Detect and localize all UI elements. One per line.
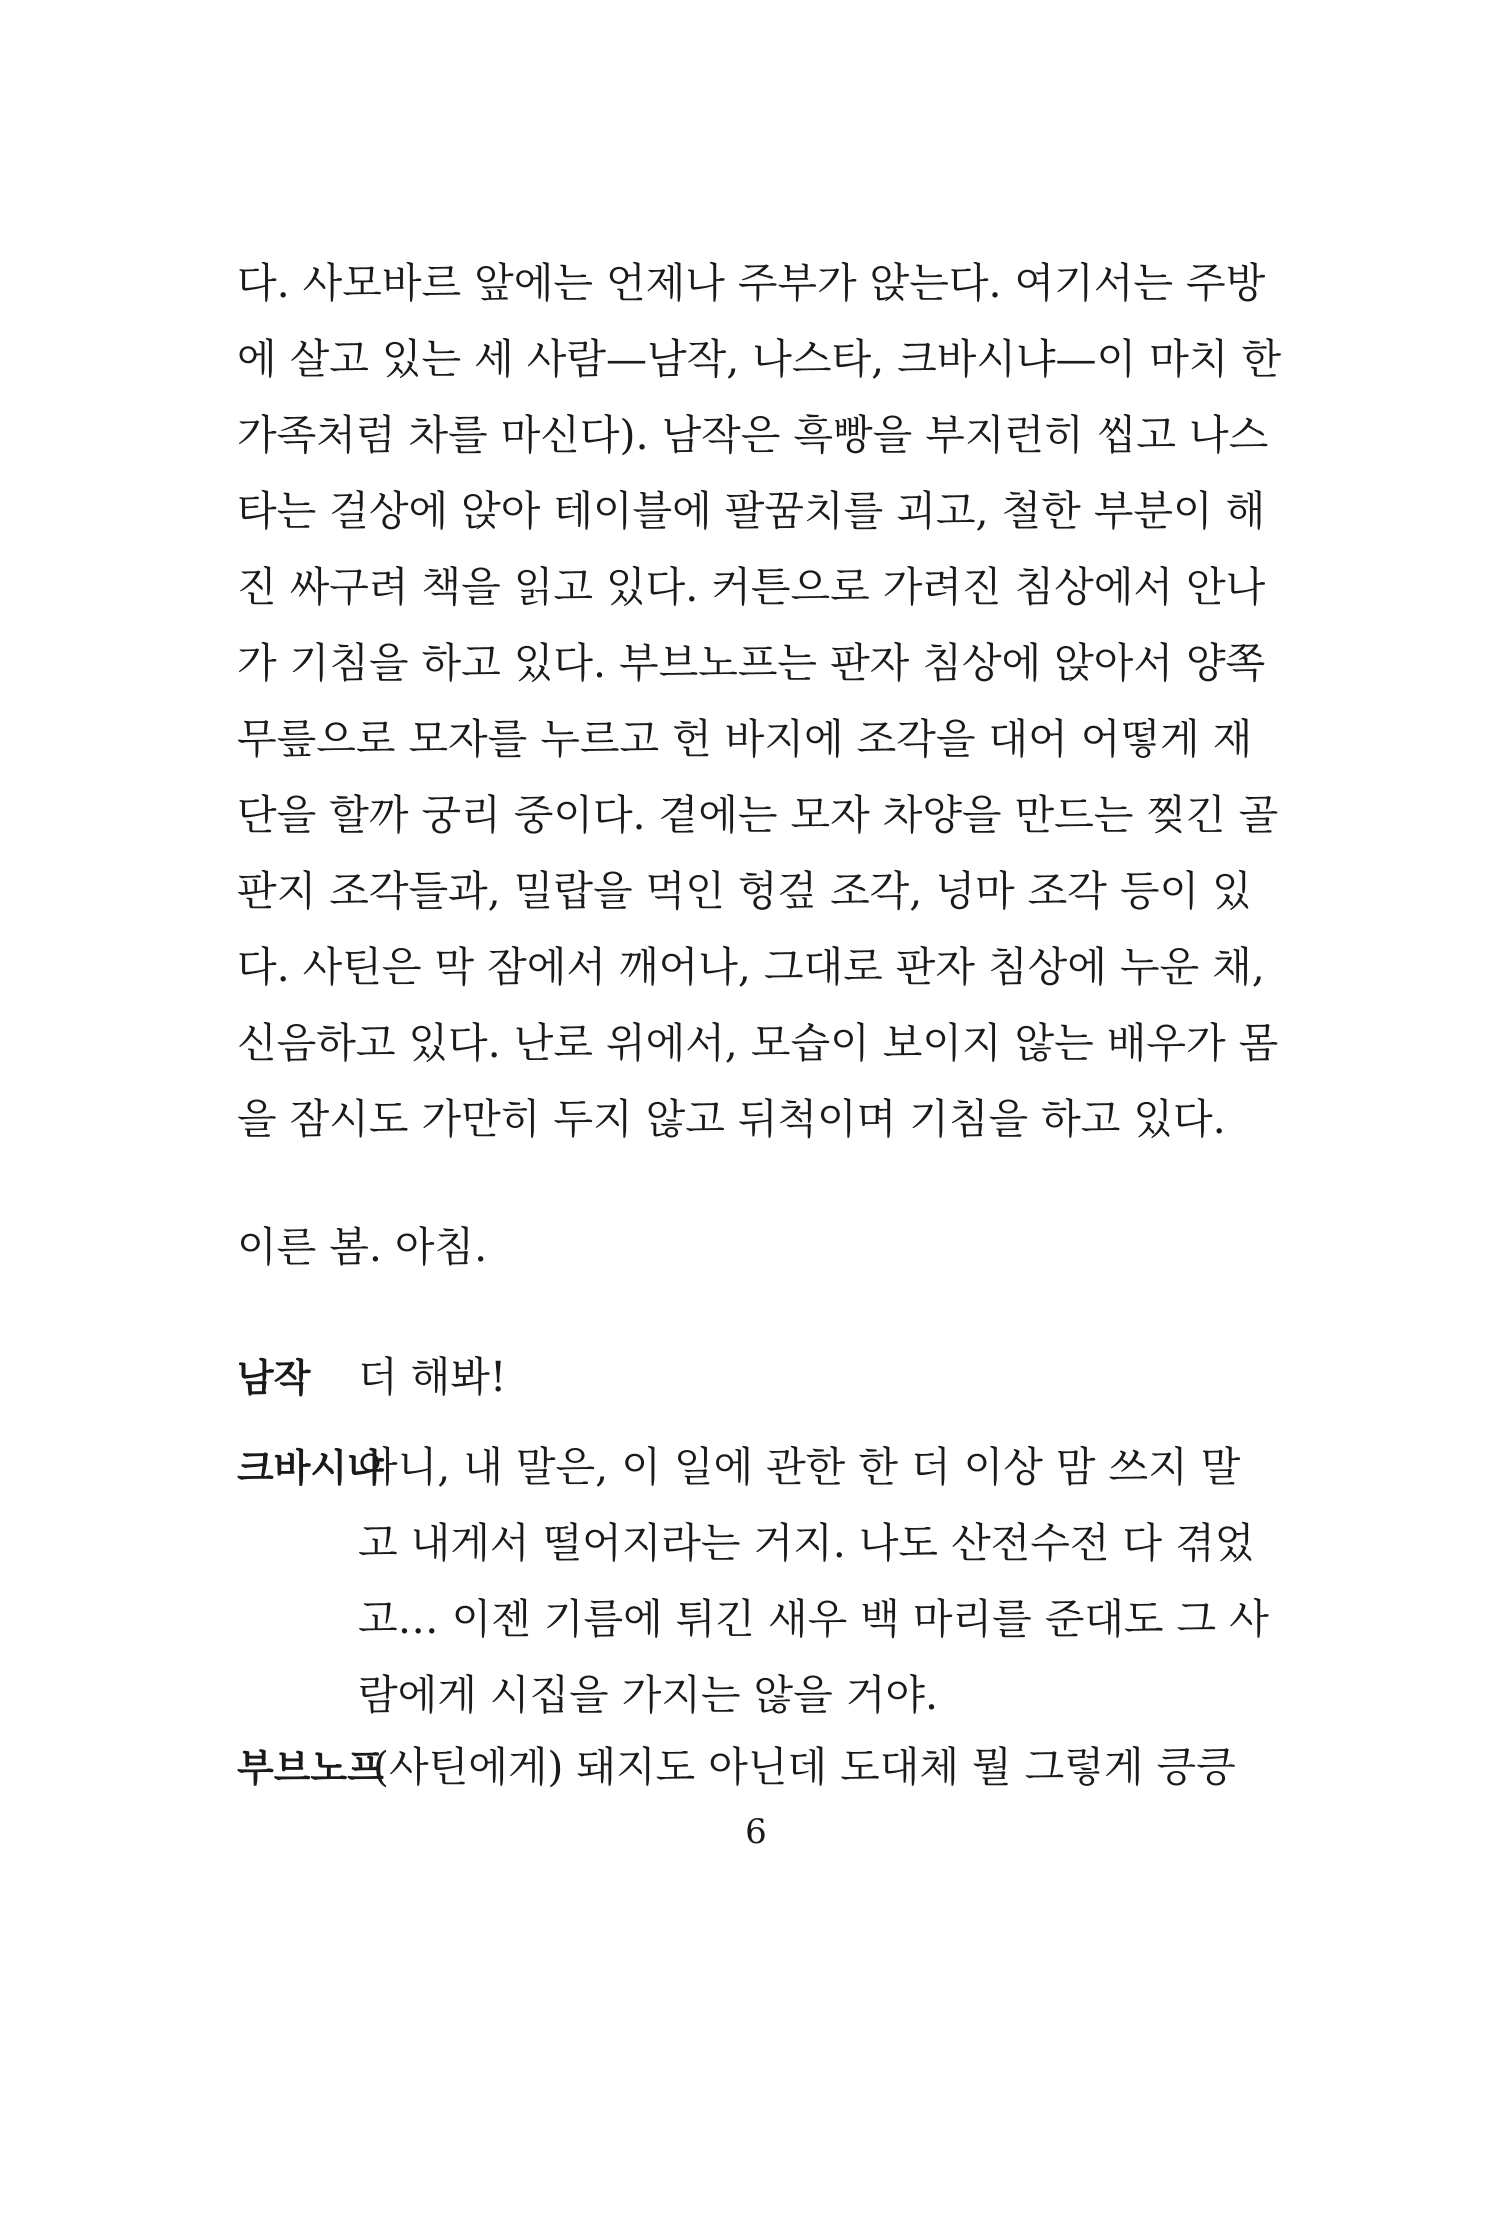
text-line: 단을 할까 궁리 중이다. 곁에는 모자 차양을 만드는 찢긴 골 bbox=[237, 791, 1279, 839]
speaker-name: 크바시냐 bbox=[237, 1446, 384, 1490]
text-line: 신음하고 있다. 난로 위에서, 모습이 보이지 않는 배우가 몸 bbox=[237, 1019, 1279, 1067]
text-line: 판지 조각들과, 밀랍을 먹인 헝겊 조각, 넝마 조각 등이 있 bbox=[237, 867, 1252, 915]
dialogue-entry bbox=[237, 1442, 1240, 1493]
speech-line: (사틴에게) 돼지도 아닌데 도대체 뭘 그렇게 킁킁 bbox=[373, 1743, 1236, 1791]
speech-line: 고 내게서 떨어지라는 거지. 나도 산전수전 다 겪었 bbox=[358, 1519, 1255, 1567]
text-line: 무릎으로 모자를 누르고 헌 바지에 조각을 대어 어떻게 재 bbox=[237, 715, 1253, 763]
speech-line: 람에게 시집을 가지는 않을 거야. bbox=[358, 1671, 939, 1719]
speech-line: 더 해봐! bbox=[358, 1353, 507, 1401]
speaker-name: 부브노프 bbox=[237, 1746, 384, 1790]
text-line: 에 살고 있는 세 사람—남작, 나스타, 크바시냐—이 마치 한 bbox=[237, 335, 1282, 383]
speech-line: 아니, 내 말은, 이 일에 관한 한 더 이상 맘 쓰지 말 bbox=[358, 1443, 1241, 1491]
text-line: 진 싸구려 책을 읽고 있다. 커튼으로 가려진 침상에서 안나 bbox=[237, 563, 1266, 611]
page-number: 6 bbox=[745, 1812, 767, 1852]
speaker-name: 남작 bbox=[237, 1356, 311, 1400]
text-line: 타는 걸상에 앉아 테이블에 팔꿈치를 괴고, 철한 부분이 해 bbox=[237, 487, 1266, 535]
text-line: 을 잠시도 가만히 두지 않고 뒤척이며 기침을 하고 있다. bbox=[237, 1095, 1226, 1143]
dialogue-entry bbox=[237, 1352, 506, 1403]
time-note: 이른 봄. 아침. bbox=[237, 1223, 488, 1271]
text-line: 가족처럼 차를 마신다). 남작은 흑빵을 부지런히 씹고 나스 bbox=[237, 411, 1269, 459]
text-line: 다. 사모바르 앞에는 언제나 주부가 앉는다. 여기서는 주방 bbox=[237, 259, 1266, 307]
text-line: 다. 사틴은 막 잠에서 깨어나, 그대로 판자 침상에 누운 채, bbox=[237, 943, 1265, 991]
text-line: 가 기침을 하고 있다. 부브노프는 판자 침상에 앉아서 양쪽 bbox=[237, 639, 1266, 687]
dialogue-entry bbox=[237, 1742, 1236, 1793]
speech-line: 고… 이젠 기름에 튀긴 새우 백 마리를 준대도 그 사 bbox=[358, 1595, 1269, 1643]
